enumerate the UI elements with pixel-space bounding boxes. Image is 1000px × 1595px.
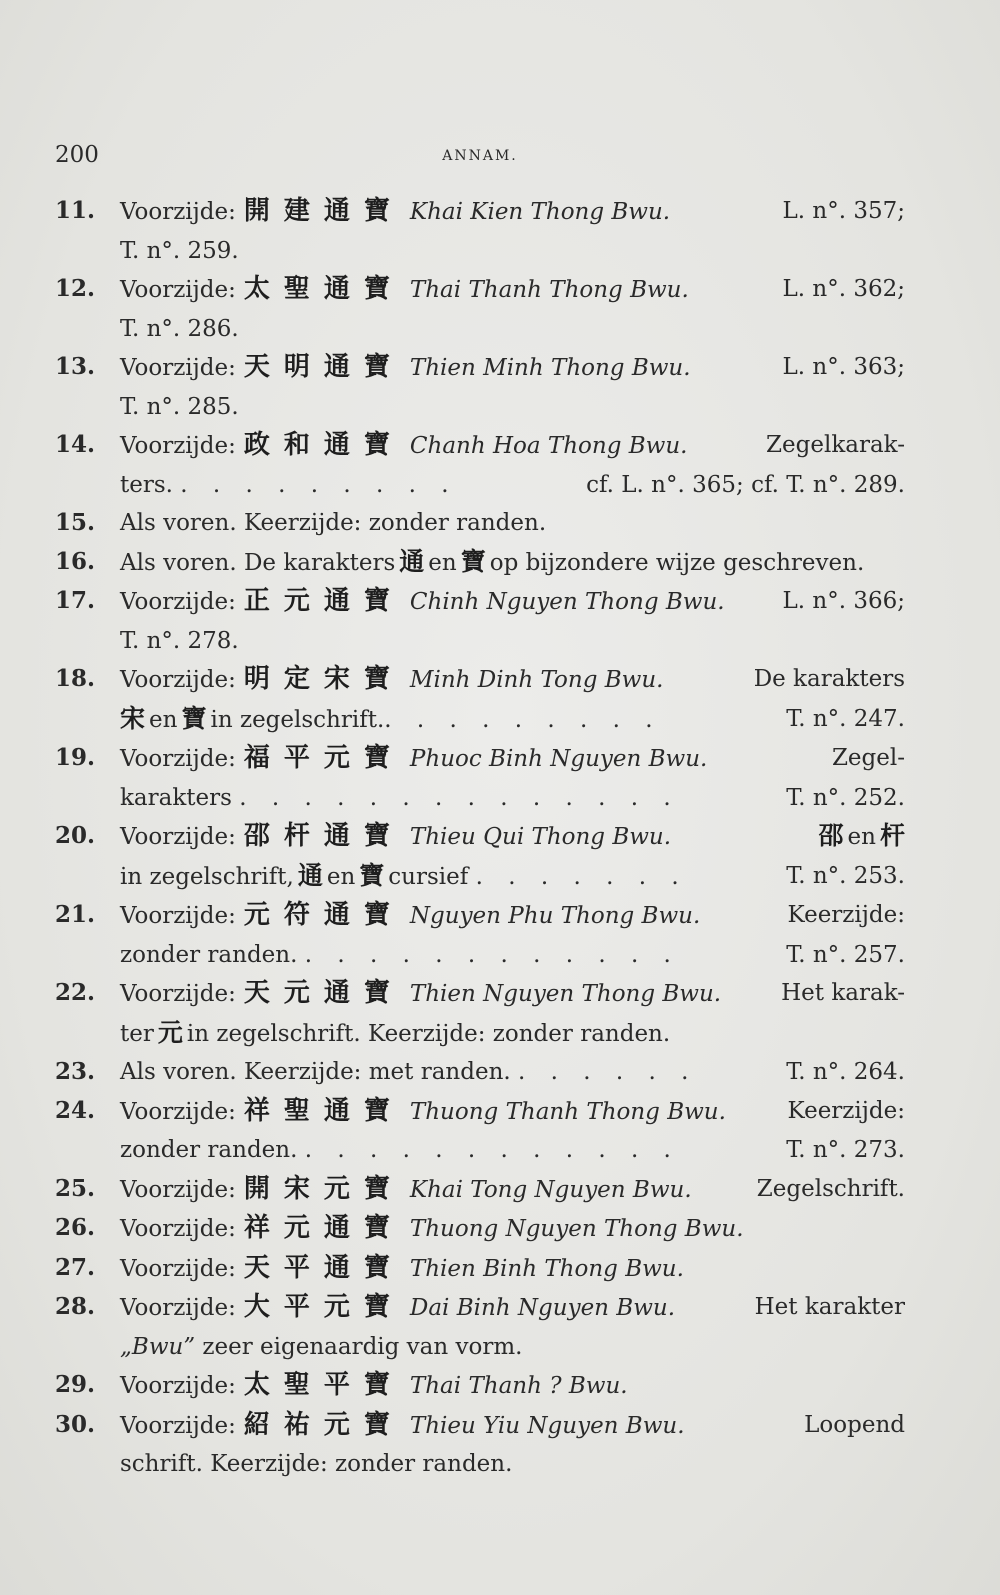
transliteration: Khai Tong Nguyen Bwu.: [409, 1176, 692, 1203]
chinese-characters: 開建通寶: [243, 196, 404, 226]
entry-number: 23.: [55, 1058, 96, 1085]
chinese-characters: 天明通寶: [243, 352, 404, 382]
entry-number: 30.: [55, 1410, 96, 1438]
entry-number: 22.: [55, 979, 96, 1006]
chinese-characters: 天元通寶: [243, 978, 404, 1008]
transliteration: Thai Thanh Thong Bwu.: [409, 277, 689, 303]
catalog-entry-27: 27. Voorzijde: 天平通寶 Thien Binh Thong Bwu.: [55, 1249, 905, 1289]
entry-number: 11.: [55, 197, 96, 224]
catalog-entry-26: 26. Voorzijde: 祥元通寶 Thuong Nguyen Thong Bwu.: [55, 1209, 905, 1249]
reference: L. n°. 357;: [782, 198, 905, 224]
catalog-entry-15: 15. Als voren. Keerzijde: zonder randen.: [55, 504, 905, 543]
chinese-characters: 太聖平寶: [243, 1370, 404, 1400]
entry-number: 25.: [55, 1174, 96, 1202]
transliteration: Thien Binh Thong Bwu.: [409, 1255, 684, 1282]
catalog-entry-23: 23. Als voren. Keerzijde: met randen. . . . . . . T. n°. 264.: [55, 1053, 905, 1092]
transliteration: Thuong Thanh Thong Bwu.: [409, 1098, 726, 1125]
catalog-entry-21: 21. Voorzijde: 元符通寶 Nguyen Phu Thong Bwu. Keerzijde: zonder randen. . . . . . . . . . . . . T. n°. 257.: [55, 896, 905, 974]
entry-number: 14.: [55, 431, 96, 458]
transliteration: Chanh Hoa Thong Bwu.: [409, 433, 688, 459]
catalog-entry-20: 20. Voorzijde: 邵杆通寶 Thieu Qui Thong Bwu. 邵 en 杆 in zegelschrift, 通 en 寶 cursief . . . . . . . T. n°. 253.: [55, 817, 905, 896]
chinese-characters: 政和通寶: [243, 430, 404, 460]
chinese-characters: 天平通寶: [243, 1252, 404, 1283]
chinese-characters: 紹祐元寶: [243, 1409, 404, 1440]
entry-number: 16.: [55, 547, 96, 575]
transliteration: Chinh Nguyen Thong Bwu.: [409, 589, 725, 615]
entry-number: 18.: [55, 665, 96, 692]
transliteration: Thien Minh Thong Bwu.: [409, 355, 691, 381]
transliteration: Thien Nguyen Thong Bwu.: [409, 981, 722, 1007]
catalog-entry-13: 13. Voorzijde: 天明通寶 Thien Minh Thong Bwu. L. n°. 363; T. n°. 285.: [55, 348, 905, 426]
transliteration: Thai Thanh ? Bwu.: [409, 1373, 628, 1399]
chinese-characters: 正元通寶: [243, 586, 404, 616]
catalog-entry-28: 28. Voorzijde: 大平元寶 Dai Binh Nguyen Bwu. Het karakter „Bwu” zeer eigenaardig van vorm.: [55, 1288, 905, 1366]
entry-number: 17.: [55, 587, 96, 614]
coin-catalog-list: [55, 192, 905, 1484]
chinese-character: 通: [297, 860, 323, 890]
entry-number: 24.: [55, 1096, 96, 1124]
transliteration: Thuong Nguyen Thong Bwu.: [409, 1216, 744, 1242]
page-number: 200: [55, 142, 99, 168]
chinese-character: 寶: [460, 546, 486, 576]
entry-number: 21.: [55, 901, 96, 928]
catalog-entry-12: 12. Voorzijde: 太聖通寶 Thai Thanh Thong Bwu. L. n°. 362; T. n°. 286.: [55, 270, 905, 348]
page-header: [55, 142, 905, 172]
entry-number: 19.: [55, 744, 96, 771]
chinese-character: 宋: [120, 703, 146, 733]
entry-number: 12.: [55, 275, 96, 302]
chinese-characters: 祥聖通寶: [243, 1095, 404, 1126]
catalog-entry-17: 17. Voorzijde: 正元通寶 Chinh Nguyen Thong Bwu. L. n°. 366; T. n°. 278.: [55, 582, 905, 660]
chinese-characters: 開宋元寶: [243, 1173, 404, 1204]
chinese-characters: 祥元通寶: [243, 1213, 404, 1243]
chinese-characters: 明定宋寶: [243, 664, 404, 694]
running-title: ANNAM.: [442, 148, 518, 164]
catalog-entry-30: 30. Voorzijde: 紹祐元寶 Thieu Yiu Nguyen Bwu. Loopend schrift. Keerzijde: zonder randen.: [55, 1406, 905, 1484]
transliteration: Thieu Yiu Nguyen Bwu.: [409, 1412, 685, 1439]
catalog-entry-14: 14. Voorzijde: 政和通寶 Chanh Hoa Thong Bwu. Zegelkarak- ters. . . . . . . . . . cf. L. n°. 365; cf. T. n°. 289.: [55, 426, 905, 504]
entry-number: 27.: [55, 1253, 96, 1281]
transliteration: Thieu Qui Thong Bwu.: [409, 824, 672, 850]
chinese-characters: 元符通寶: [243, 900, 404, 930]
catalog-entry-29: 29. Voorzijde: 太聖平寶 Thai Thanh ? Bwu.: [55, 1366, 905, 1406]
entry-number: 13.: [55, 353, 96, 380]
catalog-entry-25: 25. Voorzijde: 開宋元寶 Khai Tong Nguyen Bwu. Zegelschrift.: [55, 1170, 905, 1210]
chinese-character: 邵: [818, 821, 844, 850]
entry-number: 26.: [55, 1214, 96, 1241]
chinese-character: 寶: [181, 703, 207, 733]
transliteration: Phuoc Binh Nguyen Bwu.: [409, 746, 708, 772]
catalog-entry-24: 24. Voorzijde: 祥聖通寶 Thuong Thanh Thong Bwu. Keerzijde: zonder randen. . . . . . . . . . . . . T. n°. 273.: [55, 1092, 905, 1170]
entry-number: 20.: [55, 822, 96, 849]
reference: L. n°. 362;: [782, 276, 905, 302]
chinese-character: 杆: [879, 821, 905, 850]
chinese-character: 通: [399, 546, 425, 576]
transliteration: Khai Kien Thong Bwu.: [409, 199, 671, 225]
entry-number: 15.: [55, 509, 96, 536]
transliteration: Dai Binh Nguyen Bwu.: [409, 1295, 676, 1321]
catalog-entry-16: 16. Als voren. De karakters 通 en 寶 op bijzondere wijze geschreven.: [55, 543, 905, 583]
entry-number: 29.: [55, 1371, 96, 1398]
catalog-entry-18: 18. Voorzijde: 明定宋寶 Minh Dinh Tong Bwu. De karakters 宋 en 寶 in zegelschrift.. . . . . . . . . T. n°. 247.: [55, 660, 905, 739]
chinese-character: 元: [157, 1017, 183, 1047]
chinese-characters: 太聖通寶: [243, 274, 404, 304]
catalog-entry-22: 22. Voorzijde: 天元通寶 Thien Nguyen Thong Bwu. Het karak- ter 元 in zegelschrift. Keerzijde: zonder randen.: [55, 974, 905, 1053]
chinese-characters: 邵杆通寶: [243, 821, 404, 851]
entry-number: 28.: [55, 1293, 96, 1320]
transliteration: Nguyen Phu Thong Bwu.: [409, 903, 701, 929]
chinese-characters: 福平元寶: [243, 743, 404, 773]
chinese-character: 寶: [359, 860, 385, 890]
reference: L. n°. 363;: [782, 354, 905, 380]
catalog-entry-19: 19. Voorzijde: 福平元寶 Phuoc Binh Nguyen Bwu. Zegel- karakters . . . . . . . . . . . . . . T. n°. 252.: [55, 739, 905, 817]
transliteration: Minh Dinh Tong Bwu.: [409, 667, 664, 693]
catalog-entry-11: 11. Voorzijde: 開建通寶 Khai Kien Thong Bwu. L. n°. 357; T. n°. 259.: [55, 192, 905, 270]
chinese-characters: 大平元寶: [243, 1292, 404, 1322]
